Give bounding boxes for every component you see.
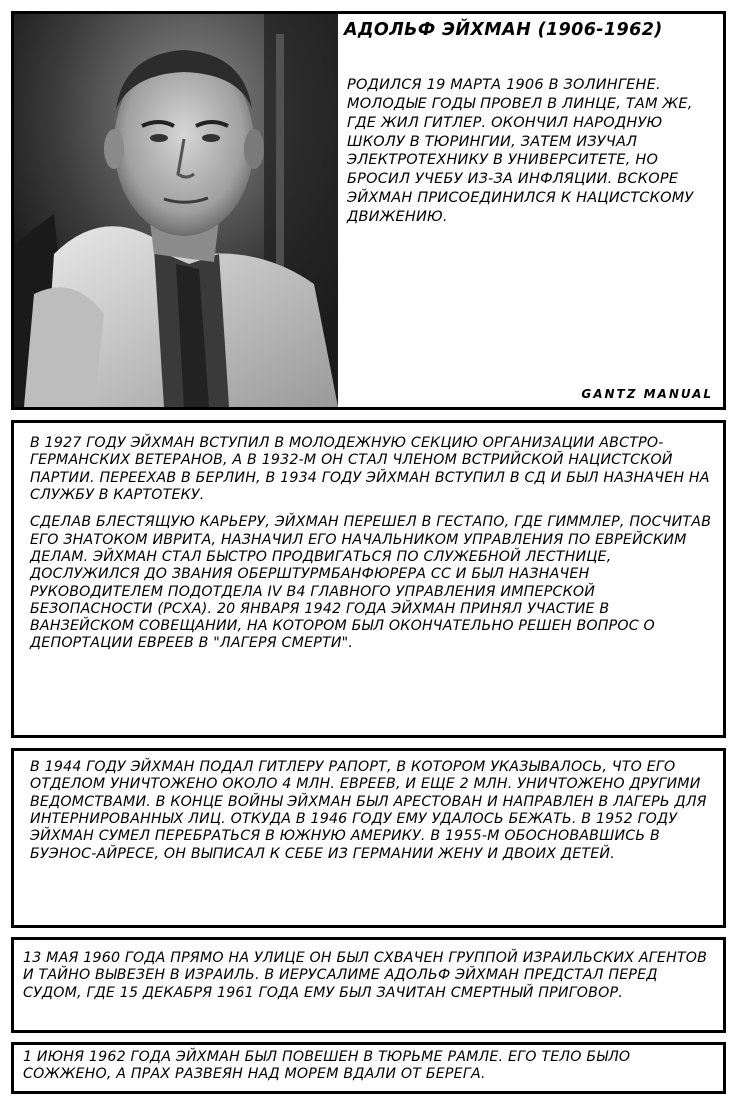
paragraph: 1 ИЮНЯ 1962 ГОДА ЭЙХМАН БЫЛ ПОВЕШЕН В ТЮРЬМЕ РАМЛЕ. ЕГО ТЕЛО БЫЛО СОЖЖЕНО, А ПРАХ РАЗВЕЯН НАД МОРЕМ ВДАЛИ ОТ БЕРЕГА.	[23, 1049, 631, 1083]
paragraph: В 1927 ГОДУ ЭЙХМАН ВСТУПИЛ В МОЛОДЕЖНУЮ СЕКЦИЮ ОРГАНИЗАЦИИ АВСТРО-ГЕРМАНСКИХ ВЕТЕРАНОВ, А В 1932-М ОН СТАЛ ЧЛЕНОМ ВСТРИЙСКОЙ НАЦИСТСКОЙ ПАРТИИ. ПЕРЕЕХАВ В БЕРЛИН, В 1934 ГОДУ ЭЙХМАН ВСТУПИЛ В СД И БЫЛ НАЗНАЧЕН НА СЛУЖБУ В КАРТОТЕКУ.	[30, 435, 710, 503]
portrait-photo	[14, 14, 338, 407]
paragraph: 13 МАЯ 1960 ГОДА ПРЯМО НА УЛИЦЕ ОН БЫЛ СХВАЧЕН ГРУППОЙ ИЗРАИЛЬСКИХ АГЕНТОВ И ТАЙНО ВЫВЕЗЕН В ИЗРАИЛЬ. В ИЕРУСАЛИМЕ АДОЛЬФ ЭЙХМАН ПРЕДСТАЛ ПЕРЕД СУДОМ, ГДЕ 15 ДЕКАБРЯ 1961 ГОДА ЕМУ БЫЛ ЗАЧИТАН СМЕРТНЫЙ ПРИГОВОР.	[23, 950, 708, 1001]
text-panel-early-career	[11, 420, 726, 738]
bio-text: РОДИЛСЯ 19 МАРТА 1906 В ЗОЛИНГЕНЕ. МОЛОДЫЕ ГОДЫ ПРОВЕЛ В ЛИНЦЕ, ТАМ ЖЕ, ГДЕ ЖИЛ ГИТЛЕР. ОКОНЧИЛ НАРОДНУЮ ШКОЛУ В ТЮРИНГИИ, ЗАТЕМ ИЗУЧАЛ ЭЛЕКТРОТЕХНИКУ В УНИВЕРСИТЕТЕ, НО БРОСИЛ УЧЕБУ ИЗ-ЗА ИНФЛЯЦИИ. ВСКОРЕ ЭЙХМАН ПРИСОЕДИНИЛСЯ К НАЦИСТСКОМУ ДВИЖЕНИЮ.	[347, 77, 694, 225]
text-panel-capture	[11, 937, 726, 1033]
page-title: АДОЛЬФ ЭЙХМАН (1906-1962)	[344, 20, 663, 40]
paragraph: В 1944 ГОДУ ЭЙХМАН ПОДАЛ ГИТЛЕРУ РАПОРТ, В КОТОРОМ УКАЗЫВАЛОСЬ, ЧТО ЕГО ОТДЕЛОМ УНИЧТОЖЕНО ОКОЛО 4 МЛН. ЕВРЕЕВ, И ЕЩЕ 2 МЛН. УНИЧТОЖЕНО ДРУГИМИ ВЕДОМСТВАМИ. В КОНЦЕ ВОЙНЫ ЭЙХМАН БЫЛ АРЕСТОВАН И НАПРАВЛЕН В ЛАГЕРЬ ДЛЯ ИНТЕРНИРОВАННЫХ ЛИЦ. ОТКУДА В 1946 ГОДУ ЕМУ УДАЛОСЬ БЕЖАТЬ. В 1952 ГОДУ ЭЙХМАН СУМЕЛ ПЕРЕБРАТЬСЯ В ЮЖНУЮ АМЕРИКУ. В 1955-М ОБОСНОВАВШИСЬ В БУЭНОС-АЙРЕСЕ, ОН ВЫПИСАЛ К СЕБЕ ИЗ ГЕРМАНИИ ЖЕНУ И ДВОИХ ДЕТЕЙ.	[30, 759, 707, 862]
text-panel-escape	[11, 748, 726, 928]
header-panel	[11, 11, 726, 410]
brand-label: GANTZ MANUAL	[581, 387, 713, 401]
paragraph: СДЕЛАВ БЛЕСТЯЩУЮ КАРЬЕРУ, ЭЙХМАН ПЕРЕШЕЛ В ГЕСТАПО, ГДЕ ГИММЛЕР, ПОСЧИТАВ ЕГО ЗНАТОКОМ ИВРИТА, НАЗНАЧИЛ ЕГО НАЧАЛЬНИКОМ УПРАВЛЕНИЯ ПО ЕВРЕЙСКИМ ДЕЛАМ. ЭЙХМАН СТАЛ БЫСТРО ПРОДВИГАТЬСЯ ПО СЛУЖЕБНОЙ ЛЕСТНИЦЕ, ДОСЛУЖИЛСЯ ДО ЗВАНИЯ ОБЕРШТУРМБАНФЮРЕРА СС И БЫЛ НАЗНАЧЕН РУКОВОДИТЕЛЕМ ПОДОТДЕЛА IV B4 ГЛАВНОГО УПРАВЛЕНИЯ ИМПЕРСКОЙ БЕЗОПАСНОСТИ (РСХА). 20 ЯНВАРЯ 1942 ГОДА ЭЙХМАН ПРИНЯЛ УЧАСТИЕ В ВАНЗЕЙСКОМ СОВЕЩАНИИ, НА КОТОРОМ БЫЛ ОКОНЧАТЕЛЬНО РЕШЕН ВОПРОС О ДЕПОРТАЦИИ ЕВРЕЕВ В "ЛАГЕРЯ СМЕРТИ".	[30, 514, 712, 652]
text-panel-execution	[11, 1042, 726, 1094]
